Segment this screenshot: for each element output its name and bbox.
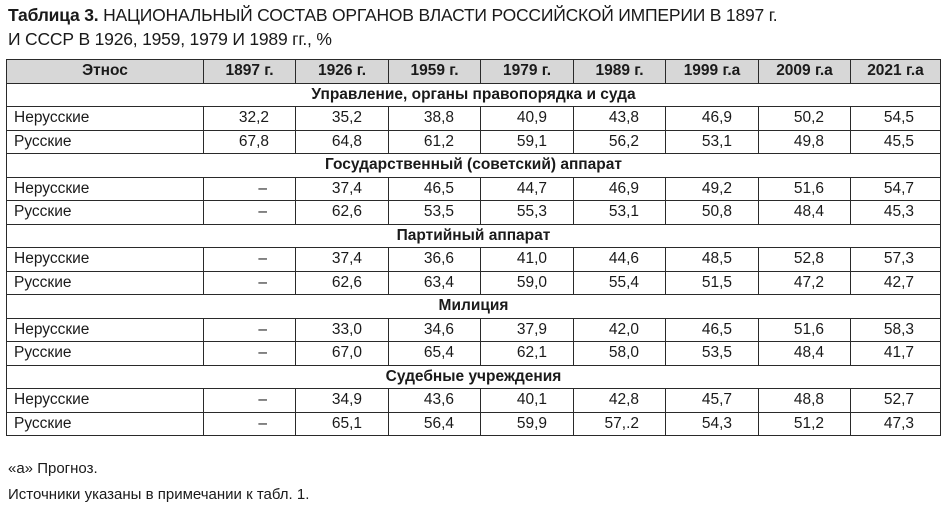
value-cell: 56,2	[574, 130, 666, 154]
value-cell: 44,7	[481, 177, 574, 201]
value-cell: 46,9	[666, 107, 759, 131]
value-cell: 63,4	[389, 271, 481, 295]
value-cell: 53,1	[574, 201, 666, 225]
value-cell: 49,2	[666, 177, 759, 201]
table-row	[7, 342, 941, 366]
value-cell: 62,6	[296, 201, 389, 225]
value-cell: 61,2	[389, 130, 481, 154]
ethnos-cell: Русские	[7, 130, 204, 154]
section-row	[7, 83, 941, 107]
value-cell: –	[204, 342, 296, 366]
value-cell: 54,5	[851, 107, 941, 131]
value-cell: 59,9	[481, 412, 574, 436]
table-title-line2: И СССР В 1926, 1959, 1979 И 1989 гг., %	[8, 29, 332, 49]
value-cell: 33,0	[296, 318, 389, 342]
value-cell: 45,5	[851, 130, 941, 154]
ethnos-cell: Русские	[7, 201, 204, 225]
section-title: Судебные учреждения	[7, 365, 941, 389]
value-cell: –	[204, 318, 296, 342]
value-cell: 40,1	[481, 389, 574, 413]
value-cell: 67,0	[296, 342, 389, 366]
value-cell: –	[204, 177, 296, 201]
value-cell: 56,4	[389, 412, 481, 436]
value-cell: 41,0	[481, 248, 574, 272]
table-number: Таблица 3.	[8, 5, 99, 25]
value-cell: 55,4	[574, 271, 666, 295]
column-header-year: 2021 г.а	[851, 60, 941, 84]
value-cell: 51,2	[759, 412, 851, 436]
value-cell: 64,8	[296, 130, 389, 154]
value-cell: 42,8	[574, 389, 666, 413]
value-cell: 51,5	[666, 271, 759, 295]
value-cell: 42,7	[851, 271, 941, 295]
value-cell: 45,7	[666, 389, 759, 413]
value-cell: 62,1	[481, 342, 574, 366]
value-cell: 45,3	[851, 201, 941, 225]
value-cell: 65,1	[296, 412, 389, 436]
ethnos-cell: Нерусские	[7, 107, 204, 131]
value-cell: 47,3	[851, 412, 941, 436]
section-title: Управление, органы правопорядка и суда	[7, 83, 941, 107]
value-cell: 46,5	[389, 177, 481, 201]
value-cell: 37,4	[296, 248, 389, 272]
value-cell: 53,5	[389, 201, 481, 225]
value-cell: 37,9	[481, 318, 574, 342]
ethnos-cell: Нерусские	[7, 318, 204, 342]
section-row	[7, 365, 941, 389]
value-cell: 42,0	[574, 318, 666, 342]
table-row	[7, 130, 941, 154]
value-cell: 62,6	[296, 271, 389, 295]
column-header-year: 1979 г.	[481, 60, 574, 84]
value-cell: 48,8	[759, 389, 851, 413]
column-header-year: 1926 г.	[296, 60, 389, 84]
value-cell: 40,9	[481, 107, 574, 131]
value-cell: 50,8	[666, 201, 759, 225]
table-row	[7, 201, 941, 225]
value-cell: –	[204, 412, 296, 436]
value-cell: 41,7	[851, 342, 941, 366]
column-header-year: 1989 г.	[574, 60, 666, 84]
value-cell: 35,2	[296, 107, 389, 131]
column-header-year: 2009 г.а	[759, 60, 851, 84]
table-row	[7, 389, 941, 413]
table-row	[7, 318, 941, 342]
value-cell: 52,7	[851, 389, 941, 413]
value-cell: –	[204, 389, 296, 413]
value-cell: 53,5	[666, 342, 759, 366]
table-title-line1: НАЦИОНАЛЬНЫЙ СОСТАВ ОРГАНОВ ВЛАСТИ РОССИЙСКОЙ ИМПЕРИИ В 1897 г.	[103, 5, 778, 25]
value-cell: 34,6	[389, 318, 481, 342]
table-row	[7, 107, 941, 131]
ethnos-cell: Русские	[7, 412, 204, 436]
value-cell: 55,3	[481, 201, 574, 225]
section-row	[7, 295, 941, 319]
value-cell: 36,6	[389, 248, 481, 272]
ethnos-cell: Русские	[7, 342, 204, 366]
section-row	[7, 154, 941, 178]
table-body	[7, 83, 941, 436]
value-cell: 52,8	[759, 248, 851, 272]
value-cell: 48,5	[666, 248, 759, 272]
value-cell: 48,4	[759, 342, 851, 366]
header-row	[7, 60, 941, 84]
value-cell: 43,6	[389, 389, 481, 413]
value-cell: 67,8	[204, 130, 296, 154]
value-cell: 65,4	[389, 342, 481, 366]
value-cell: 58,3	[851, 318, 941, 342]
table-row	[7, 248, 941, 272]
value-cell: 51,6	[759, 318, 851, 342]
value-cell: 50,2	[759, 107, 851, 131]
value-cell: 32,2	[204, 107, 296, 131]
ethnos-cell: Русские	[7, 271, 204, 295]
value-cell: 49,8	[759, 130, 851, 154]
value-cell: 59,1	[481, 130, 574, 154]
note-sources: Источники указаны в примечании к табл. 1.	[8, 486, 310, 503]
value-cell: 54,7	[851, 177, 941, 201]
table-caption	[8, 3, 938, 51]
value-cell: 57,.2	[574, 412, 666, 436]
value-cell: 47,2	[759, 271, 851, 295]
value-cell: 37,4	[296, 177, 389, 201]
ethnos-cell: Нерусские	[7, 248, 204, 272]
value-cell: 44,6	[574, 248, 666, 272]
table-row	[7, 412, 941, 436]
column-header-year: 1897 г.	[204, 60, 296, 84]
value-cell: 46,5	[666, 318, 759, 342]
section-title: Партийный аппарат	[7, 224, 941, 248]
ethnos-cell: Нерусские	[7, 389, 204, 413]
section-title: Милиция	[7, 295, 941, 319]
table-row	[7, 177, 941, 201]
value-cell: –	[204, 248, 296, 272]
value-cell: 34,9	[296, 389, 389, 413]
value-cell: 59,0	[481, 271, 574, 295]
column-header-ethnos: Этнос	[7, 60, 204, 84]
section-row	[7, 224, 941, 248]
section-title: Государственный (советский) аппарат	[7, 154, 941, 178]
column-header-year: 1999 г.а	[666, 60, 759, 84]
notes	[8, 456, 309, 508]
column-header-year: 1959 г.	[389, 60, 481, 84]
value-cell: –	[204, 271, 296, 295]
value-cell: 58,0	[574, 342, 666, 366]
ethnos-cell: Нерусские	[7, 177, 204, 201]
note-forecast: «а» Прогноз.	[8, 460, 98, 477]
value-cell: 46,9	[574, 177, 666, 201]
value-cell: 57,3	[851, 248, 941, 272]
value-cell: 38,8	[389, 107, 481, 131]
table-row	[7, 271, 941, 295]
value-cell: 48,4	[759, 201, 851, 225]
value-cell: 54,3	[666, 412, 759, 436]
value-cell: 43,8	[574, 107, 666, 131]
value-cell: –	[204, 201, 296, 225]
value-cell: 53,1	[666, 130, 759, 154]
value-cell: 51,6	[759, 177, 851, 201]
data-table	[6, 59, 941, 436]
